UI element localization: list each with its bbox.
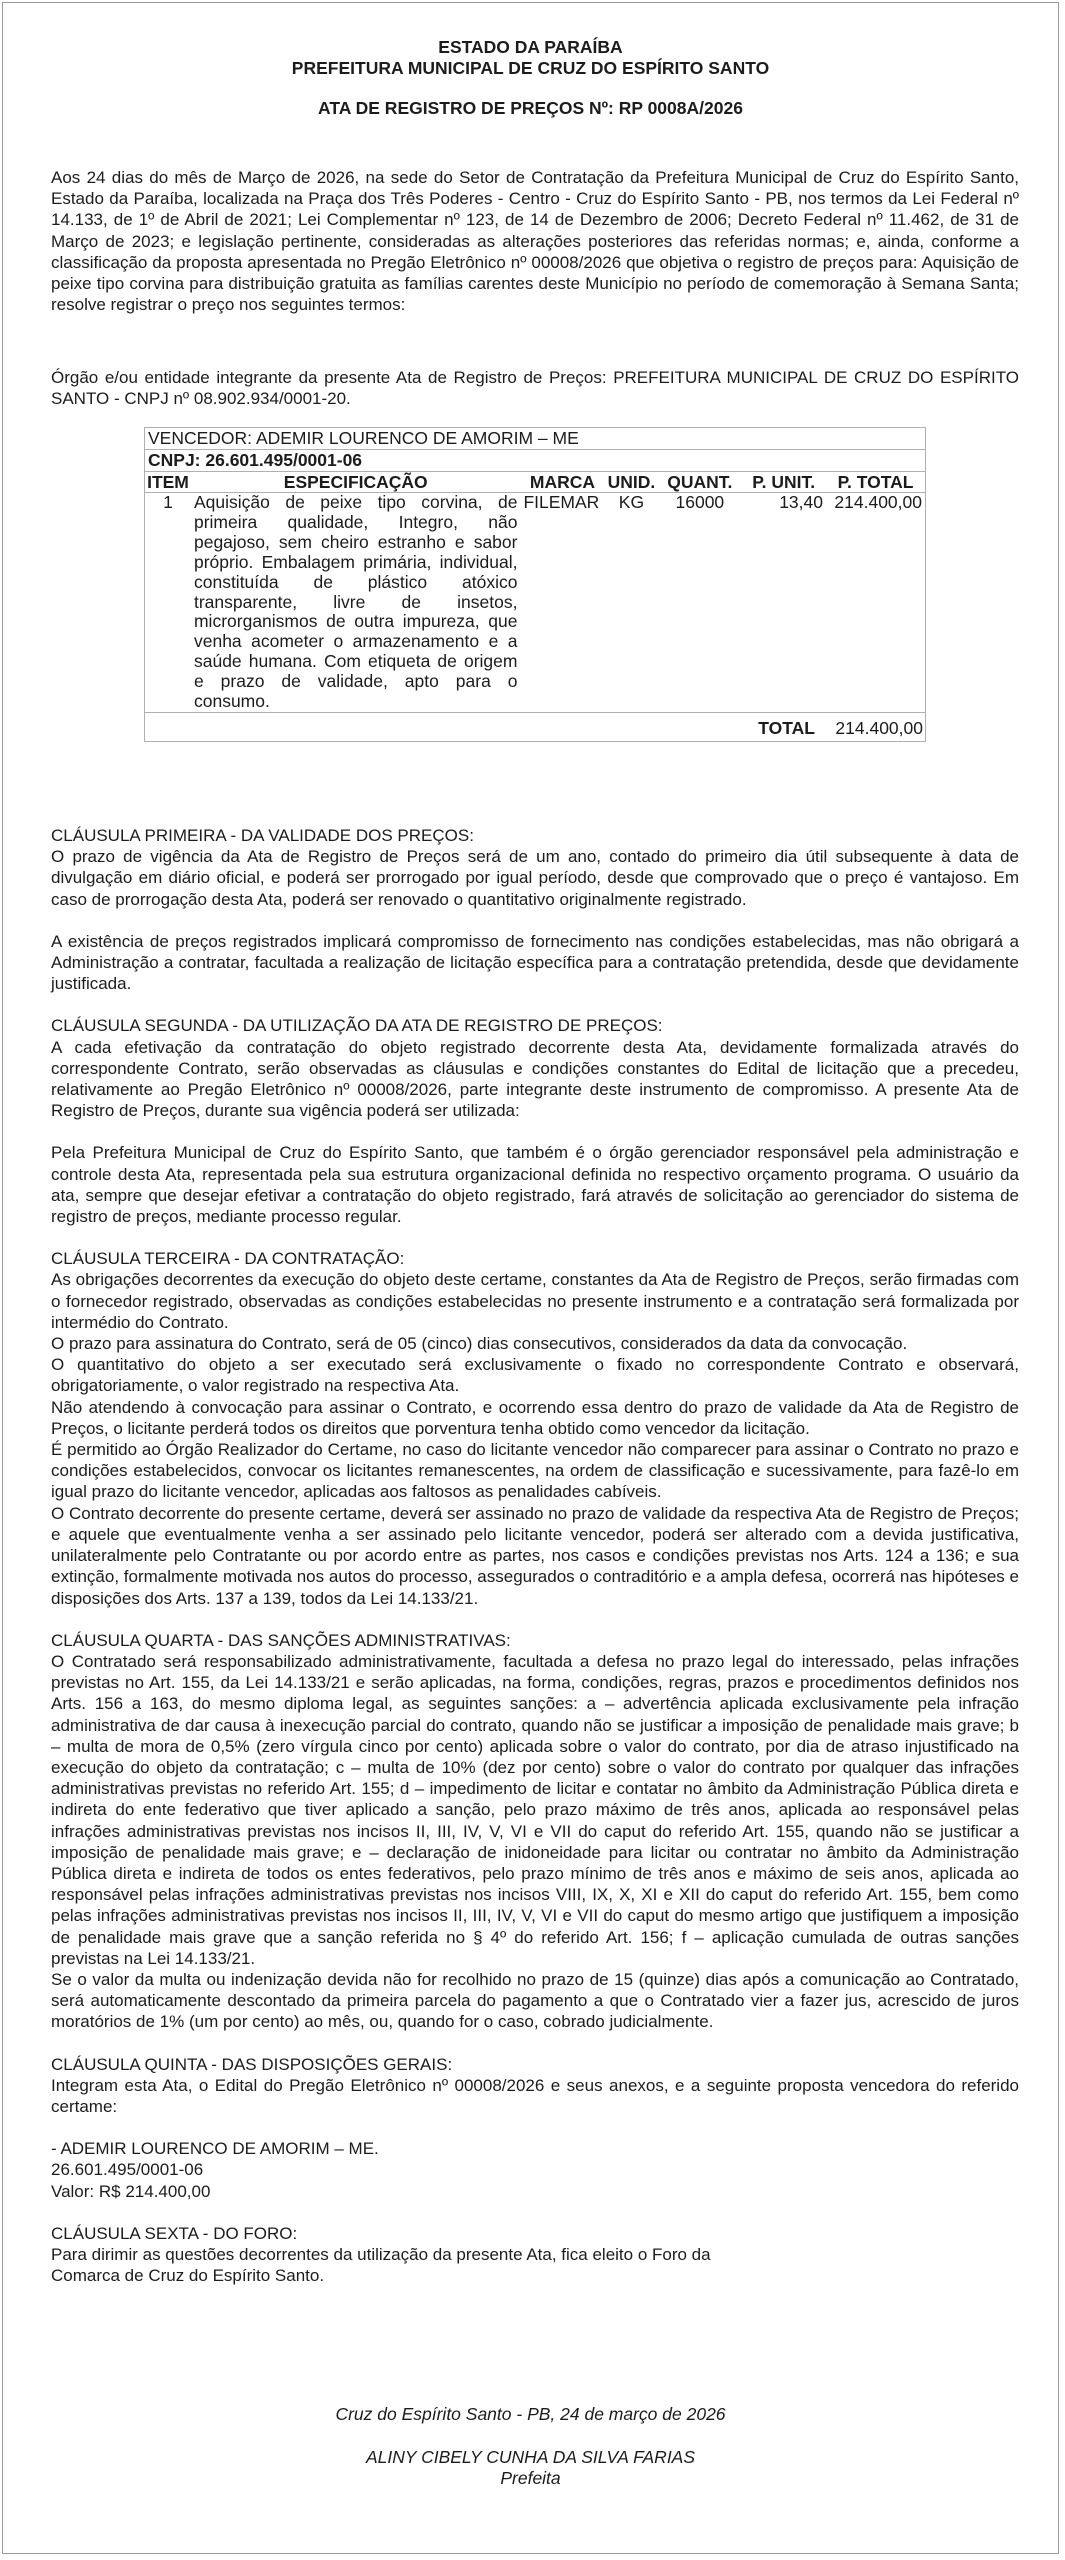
clause-5-cnpj: 26.601.495/0001-06 (51, 2160, 204, 2180)
municipality-heading: PREFEITURA MUNICIPAL DE CRUZ DO ESPÍRITO SANTO (291, 58, 770, 78)
clause-1-paragraph-2: A existência de preços registrados implicará compromisso de fornecimento nas condições estabelecidas, mas não obrigará a Administração a contratar, facultada a realização de licitação específica para a contratação pretendida, desde que devidamente justificada. (51, 931, 1019, 994)
org-section (51, 367, 1019, 409)
clause-6-line-2: Comarca de Cruz do Espírito Santo. (51, 2266, 325, 2286)
signatory-role: Prefeita (500, 2468, 561, 2488)
place-date: Cruz do Espírito Santo - PB, 24 de março de 2026 (335, 2404, 726, 2424)
org-paragraph: Órgão e/ou entidade integrante da presente Ata de Registro de Preços: PREFEITURA MUNICIPAL DE CRUZ DO ESPÍRITO SANTO - CNPJ nº 08.902.934/0001-20. (51, 368, 1019, 409)
intro-paragraph: Aos 24 dias do mês de Março de 2026, na sede do Setor de Contratação da Prefeitura Municipal de Cruz do Espírito Santo, Estado da Paraíba, localizada na Praça dos Três Poderes - Centro - Cruz do Espírito Santo - PB, nos termos da Lei Federal nº 14.133, de 1º de Abril de 2021; Lei Complementar nº 123, de 14 de Dezembro de 2006; Decreto Federal nº 11.462, de 31 de Março de 2023; e legislação pertinente, consideradas as alterações posteriores das referidas normas; e, ainda, conforme a classificação da proposta apresentada no Pregão Eletrônico nº 00008/2026 que objetiva o registro de preços para: Aquisição de peixe tipo corvina para distribuição gratuita as famílias carentes deste Município no período de comemoração à Semana Santa; resolve registrar o preço nos seguintes termos: (51, 168, 1019, 315)
clause-2-title: CLÁUSULA SEGUNDA - DA UTILIZAÇÃO DA ATA DE REGISTRO DE PREÇOS: (51, 1016, 663, 1036)
total-row (145, 712, 925, 741)
cell-spec: Aquisição de peixe tipo corvina, de primeira qualidade, Integro, não pegajoso, sem cheiro estranho e sabor próprio. Embalagem primária, individual, constituída de plástico atóxico transparente, livre de insetos, microrganismos de outra impureza, que venha acometer o armazenamento e a saúde humana. Com etiqueta de origem e prazo de validade, apto para o consumo. (193, 492, 518, 712)
col-unid: UNID. (604, 472, 658, 493)
clause-2-paragraph-1: A cada efetivação da contratação do objeto registrado decorrente desta Ata, devidamente formalizada através do correspondente Contrato, serão observadas as cláusulas e condições constantes do Edital de licitação que a precedeu, relativamente ao Pregão Eletrônico nº 00008/2026, parte integrante deste instrumento de compromisso. A presente Ata de Registro de Preços, durante sua vigência poderá ser utilizada: (51, 1037, 1019, 1121)
clause-4-paragraph-2: Se o valor da multa ou indenização devida não for recolhido no prazo de 15 (quinze) dias após a comunicação ao Contratado, será automaticamente descontado da primeira parcela do pagamento a que o Contratado vier a fazer jus, acrescido de juros moratórios de 1% (um por cento) ao mês, ou, quando for o caso, cobrado judicialmente. (51, 1969, 1019, 2032)
clause-5-paragraph-1: Integram esta Ata, o Edital do Pregão Eletrônico nº 00008/2026 e seus anexos, e a seguinte proposta vencedora do referido certame: (51, 2075, 1019, 2116)
clause-3-paragraph-3: O quantitativo do objeto a ser executado será exclusivamente o fixado no correspondente Contrato e observará, obrigatoriamente, o valor registrado na respectiva Ata. (51, 1355, 1019, 1396)
clause-1-paragraph-1: O prazo de vigência da Ata de Registro de Preços será de um ano, contado do primeiro dia útil subsequente à data de divulgação em diário oficial, e poderá ser prorrogado por igual período, desde que comprovado que o preço é vantajoso. Em caso de prorrogação desta Ata, poderá ser renovado o quantitativo originalmente registrado. (51, 847, 1019, 909)
vendor-cnpj: CNPJ: 26.601.495/0001-06 (145, 450, 925, 472)
clause-1-title: CLÁUSULA PRIMEIRA - DA VALIDADE DOS PREÇOS: (51, 826, 474, 845)
clause-3-paragraph-2: O prazo para assinatura do Contrato, será de 05 (cinco) dias consecutivos, considerados da data da convocação. (51, 1334, 908, 1354)
vendor-table-box (144, 427, 926, 742)
clause-3-paragraph-1: As obrigações decorrentes da execução do objeto deste certame, constantes da Ata de Registro de Preços, serão firmadas com o fornecedor registrado, observadas as condições estabelecidas no presente instrumento e a contratação será formalizada por intermédio do Contrato. (51, 1270, 1019, 1332)
col-marca: MARCA (520, 472, 604, 493)
cell-unid: KG (618, 492, 645, 512)
cell-quant: 16000 (675, 492, 725, 512)
state-heading: ESTADO DA PARAÍBA (438, 37, 623, 57)
intro-section (51, 167, 1019, 315)
total-value: 214.400,00 (835, 717, 923, 738)
col-ptotal: P. TOTAL (826, 472, 925, 493)
cell-marca: FILEMAR (523, 492, 600, 512)
clause-3-paragraph-5: É permitido ao Órgão Realizador do Certame, no caso do licitante vencedor não comparecer para assinar o Contrato no prazo e condições estabelecidos, convocar os licitantes remanescentes, na ordem de classificação e sucessivamente, para fazê-lo em igual prazo do licitante vencedor, aplicadas aos faltosos as penalidades cabíveis. (51, 1440, 1019, 1502)
cell-punit: 13,40 (779, 492, 823, 512)
col-punit: P. UNIT. (741, 472, 826, 493)
table-header-row (145, 472, 925, 493)
clause-3-paragraph-4: Não atendendo à convocação para assinar o Contrato, e ocorrendo essa dentro do prazo de validade da Ata de Registro de Preços, o licitante perderá todos os direitos que porventura tenha obtido como vencedor da licitação. (51, 1397, 1019, 1438)
document-page (2, 2, 1059, 2554)
clause-5-valor: Valor: R$ 214.400,00 (51, 2181, 211, 2201)
clause-6-line-1: Para dirimir as questões decorrentes da utilização da presente Ata, fica eleito o Foro da (51, 2244, 711, 2264)
clause-4-paragraph-1: O Contratado será responsabilizado administrativamente, facultada a defesa no prazo legal do interessado, pelas infrações previstas no Art. 155, da Lei 14.133/21 e serão aplicadas, na forma, condições, regras, prazos e procedimentos definidos nos Arts. 156 a 163, do mesmo diploma legal, as seguintes sanções: a – advertência aplicada exclusivamente pela infração administrativa de dar causa à inexecução parcial do contrato, quando não se justificar a imposição de penalidade mais grave; b – multa de mora de 0,5% (zero vírgula cinco por cento) aplicada sobre o valor do contrato, por dia de atraso injustificado na execução do objeto da contratação; c – multa de 10% (dez por cento) sobre o valor do contrato por qualquer das infrações administrativas previstas no referido Art. 155; d – impedimento de licitar e contatar no âmbito da Administração Pública direta e indireta do ente federativo que tiver aplicado a sanção, pelo prazo máximo de três anos, aplicada ao responsável pelas infrações administrativas previstas nos incisos II, III, IV, V, VI e VII do caput do referido Art. 155, quando não se justificar a imposição de penalidade mais grave; e – declaração de inidoneidade para licitar ou contratar no âmbito da Administração Pública direta e indireta de todos os entes federativos, pelo prazo mínimo de três anos e máximo de seis anos, aplicada ao responsável pelas infrações administrativas previstas nos incisos VIII, IX, X, XI e XII do caput do referido Art. 155, bem como pelas infrações administrativas previstas nos incisos II, III, IV, V, VI e VII do caput do mesmo artigo que justifiquem a imposição de penalidade mais grave que a sanção referida no § 4º do referido Art. 156; f – aplicação cumulada de outras sanções previstas na Lei 14.133/21. (51, 1651, 1019, 1968)
clause-4-title: CLÁUSULA QUARTA - DAS SANÇÕES ADMINISTRATIVAS: (51, 1630, 511, 1650)
clause-3-paragraph-6: O Contrato decorrente do presente certame, deverá ser assinado no prazo de validade da respectiva Ata de Registro de Preços; e aquele que eventualmente venha a ser assinado pelo licitante vencedor, poderá ser alterado com a devida justificativa, unilateralmente pelo Contratante ou por acordo entre as partes, nos casos e condições previstas nos Arts. 124 a 136; e sua extinção, formalmente motivada nos autos do processo, assegurados o contraditório e a ampla defesa, ocorrerá nas hipóteses e disposições dos Arts. 137 a 139, todos da Lei 14.133/21. (51, 1503, 1019, 1608)
clause-5-vendor: - ADEMIR LOURENCO DE AMORIM – ME. (51, 2139, 379, 2159)
vendor-name: VENCEDOR: ADEMIR LOURENCO DE AMORIM – ME (145, 428, 925, 450)
col-item: ITEM (145, 472, 191, 493)
col-spec: ESPECIFICAÇÃO (191, 472, 520, 493)
clause-5-title: CLÁUSULA QUINTA - DAS DISPOSIÇÕES GERAIS: (51, 2054, 453, 2074)
cell-ptotal: 214.400,00 (834, 492, 922, 512)
table-row (145, 493, 925, 712)
col-quant: QUANT. (658, 472, 741, 493)
items-table (145, 472, 925, 712)
clause-2-paragraph-2: Pela Prefeitura Municipal de Cruz do Espírito Santo, que também é o órgão gerenciador responsável pela administração e controle desta Ata, representada pela sua estrutura organizacional definida no respectivo orçamento programa. O usuário da ata, sempre que desejar efetivar a contratação do objeto registrado, fará através de solicitação ao gerenciador do sistema de registro de preços, mediante processo regular. (51, 1143, 1019, 1227)
clauses-section (51, 825, 1019, 2286)
clause-6-title: CLÁUSULA SEXTA - DO FORO: (51, 2223, 298, 2243)
total-label: TOTAL (758, 717, 815, 738)
clause-3-title: CLÁUSULA TERCEIRA - DA CONTRATAÇÃO: (51, 1249, 405, 1269)
signatory-name: ALINY CIBELY CUNHA DA SILVA FARIAS (365, 2447, 696, 2467)
cell-item: 1 (163, 492, 173, 512)
ata-title: ATA DE REGISTRO DE PREÇOS Nº: RP 0008A/2026 (318, 98, 743, 118)
